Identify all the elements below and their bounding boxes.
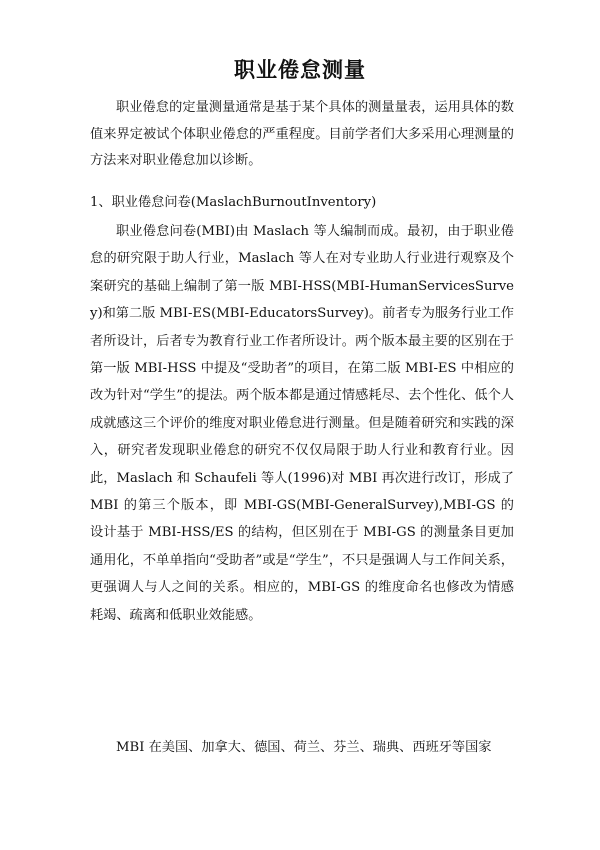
- intro-paragraph: 职业倦怠的定量测量通常是基于某个具体的测量量表，运用具体的数值来界定被试个体职业倦怠的严重程度。目前学者们大多采用心理测量的方法来对职业倦怠加以诊断。: [90, 100, 514, 168]
- document-title: 职业倦怠测量: [234, 58, 366, 82]
- section-heading: 1、职业倦怠问卷(MaslachBurnoutInventory): [90, 195, 377, 210]
- mbi-description-paragraph: 职业倦怠问卷(MBI)由 Maslach 等人编制而成。最初，由于职业倦怠的研究限于助人行业，Maslach 等人在对专业助人行业进行观察及个案研究的基础上编制了第一版 MBI-HSS(MBI-HumanServicesSurvey)和第二版 MBI-ES(MBI-EducatorsSurvey)。前者专为服务行业工作者所设计，后者专为教育行业工作者所设计。两个版本最主要的区别在于第一版 MBI-HSS 中提及“受助者”的项目，在第二版 MBI-ES 中相应的改为针对“学生”的提法。两个版本都是通过情感耗尽、去个性化、低个人成就感这三个评价的维度对职业倦怠进行测量。但是随着研究和实践的深入，研究者发现职业倦怠的研究不仅仅局限于助人行业和教育行业。因此，Maslach 和 Schaufeli 等人(1996)对 MBI 再次进行改订，形成了 MBI 的第三个版本，即 MBI-GS(MBI-GeneralSurvey),MBI-GS 的设计基于 MBI-HSS/ES 的结构，但区别在于 MBI-GS 的测量条目更加通用化，不单单指向“受助者”或是“学生”，不只是强调人与工作间关系，更强调人与人之间的关系。相应的，MBI-GS 的维度命名也修改为情感耗竭、疏离和低职业效能感。: [90, 224, 514, 623]
- mbi-countries-paragraph: MBI 在美国、加拿大、德国、荷兰、芬兰、瑞典、西班牙等国家: [116, 740, 492, 755]
